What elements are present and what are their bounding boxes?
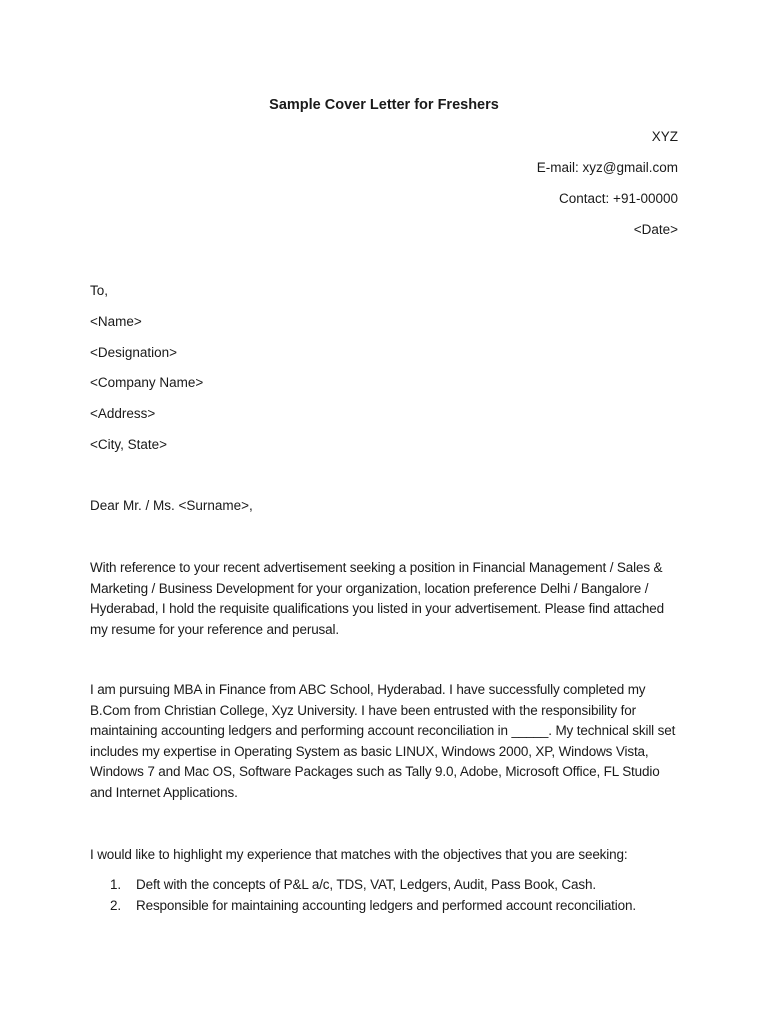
sender-date: <Date>: [633, 222, 678, 237]
recipient-name: <Name>: [90, 313, 142, 329]
sender-name: XYZ: [651, 129, 678, 144]
recipient-block: [90, 281, 203, 466]
recipient-address: <Address>: [90, 406, 156, 422]
list-item: [110, 874, 700, 895]
sender-contact: Contact: +91-00000: [559, 191, 678, 206]
sender-block: [537, 127, 678, 251]
salutation: Dear Mr. / Ms. <Surname>,: [90, 498, 253, 513]
list-item-number: 2.: [110, 898, 121, 913]
paragraph-background: I am pursuing MBA in Finance from ABC School, Hyderabad. I have successfully completed my B.Com from Christian College, Xyz University. I have been entrusted with the responsibility for maintaining accounting ledgers and performing account reconciliation in _____. My technical skill set includes my expertise in Operating System as basic LINUX, Windows 2000, XP, Windows Vista, Windows 7 and Mac OS, Software Packages such as Tally 9.0, Adobe, Microsoft Office, FL Studio and Internet Applications.: [90, 682, 676, 800]
experience-list: [110, 874, 700, 916]
recipient-designation: <Designation>: [90, 344, 178, 360]
sender-email: E-mail: xyz@gmail.com: [536, 160, 678, 175]
recipient-company: <Company Name>: [90, 375, 204, 391]
list-item: [110, 895, 700, 916]
recipient-city-state: <City, State>: [90, 436, 168, 452]
document-title: Sample Cover Letter for Freshers: [269, 97, 499, 113]
list-item-number: 1.: [110, 877, 121, 892]
recipient-to: To,: [90, 283, 109, 298]
paragraph-intro: With reference to your recent advertisement seeking a position in Financial Management / Sales & Marketing / Business Development for your organization, location preference Delhi / Bangalore / Hyderabad, I hold the requisite qualifications you listed in your advertisement. Please find attached my resume for your reference and perusal.: [90, 560, 664, 637]
list-item-text: Responsible for maintaining accounting ledgers and performed account reconciliation.: [136, 898, 636, 913]
paragraph-highlight: I would like to highlight my experience that matches with the objectives that you are seeking:: [90, 847, 628, 862]
list-item-text: Deft with the concepts of P&L a/c, TDS, VAT, Ledgers, Audit, Pass Book, Cash.: [136, 877, 596, 892]
